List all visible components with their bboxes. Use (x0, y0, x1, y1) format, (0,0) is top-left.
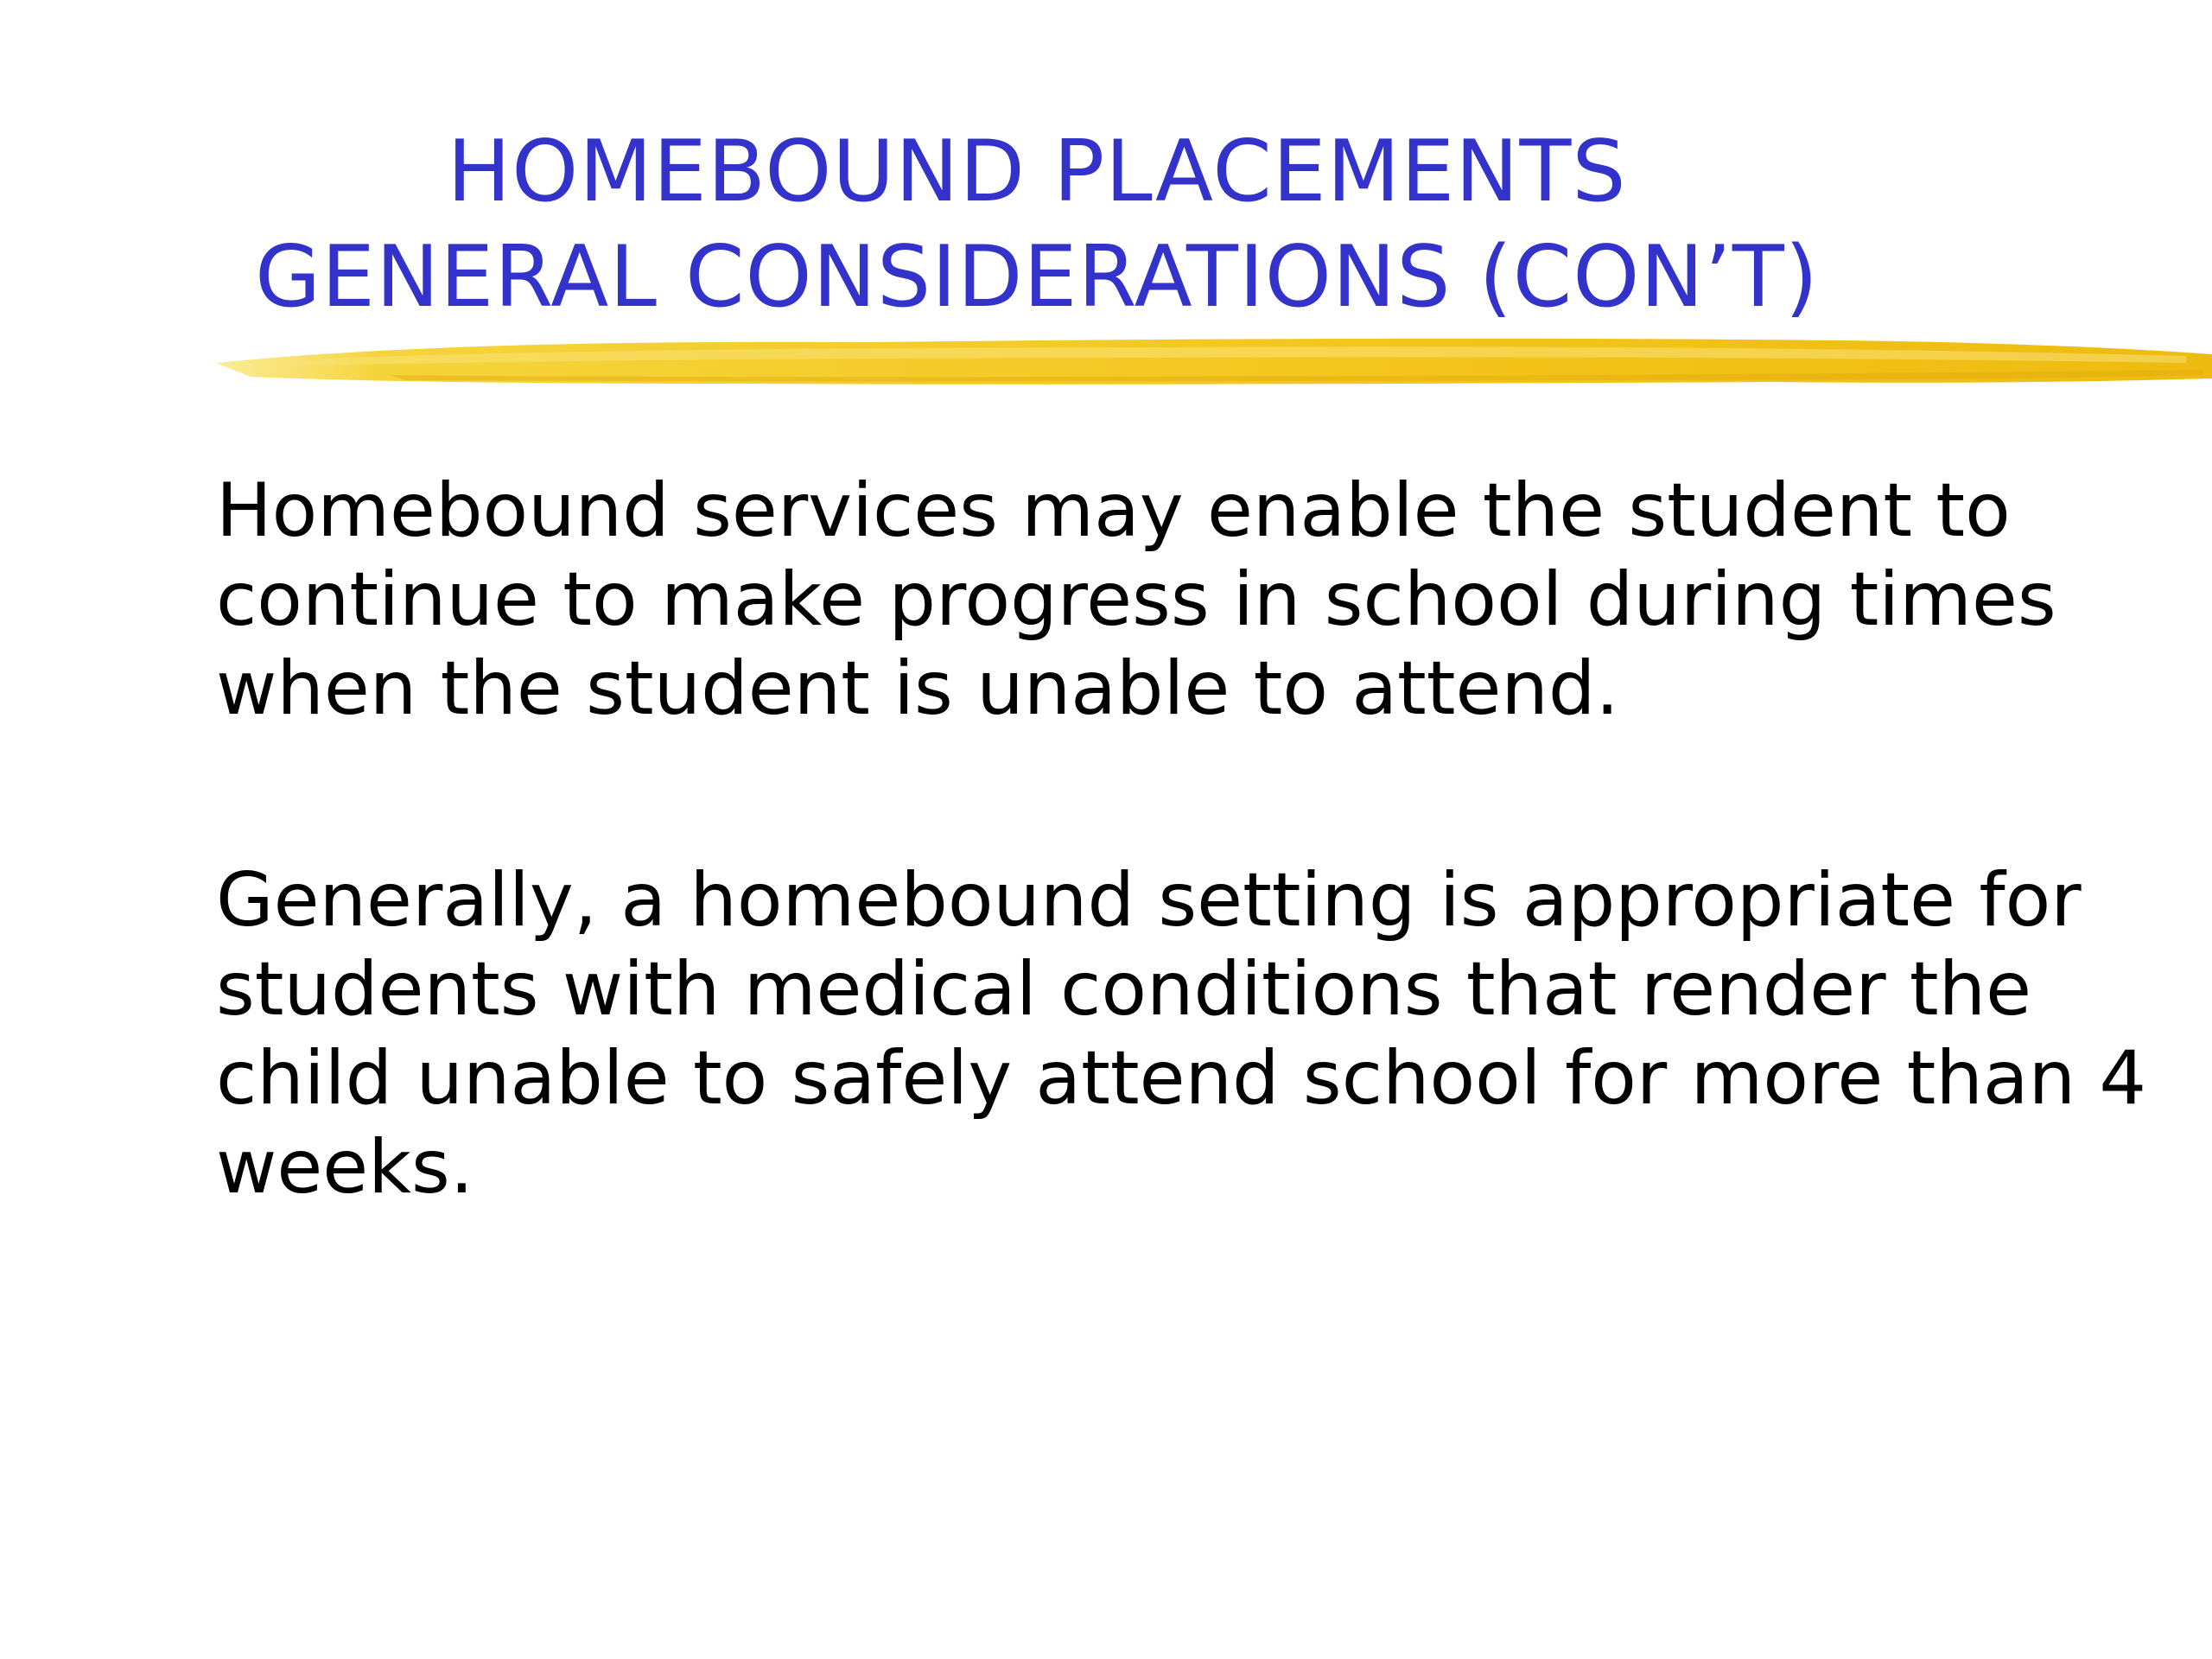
slide-title-line-2: GENERAL CONSIDERATIONS (CON’T) (255, 228, 1819, 327)
paragraph-2: Generally, a homebound setting is appropriate for students with medical conditions that render the child unable to safely attend school for more than 4 weeks. (216, 857, 2147, 1211)
brush-underline (216, 321, 2212, 404)
slide-title-line-1: HOMEBOUND PLACEMENTS (447, 123, 1627, 221)
slide-title (0, 119, 2074, 330)
slide-body (216, 467, 2152, 1212)
paragraph-1: Homebound services may enable the student to continue to make progress in school during times when the student is unable to attend. (216, 467, 2056, 732)
